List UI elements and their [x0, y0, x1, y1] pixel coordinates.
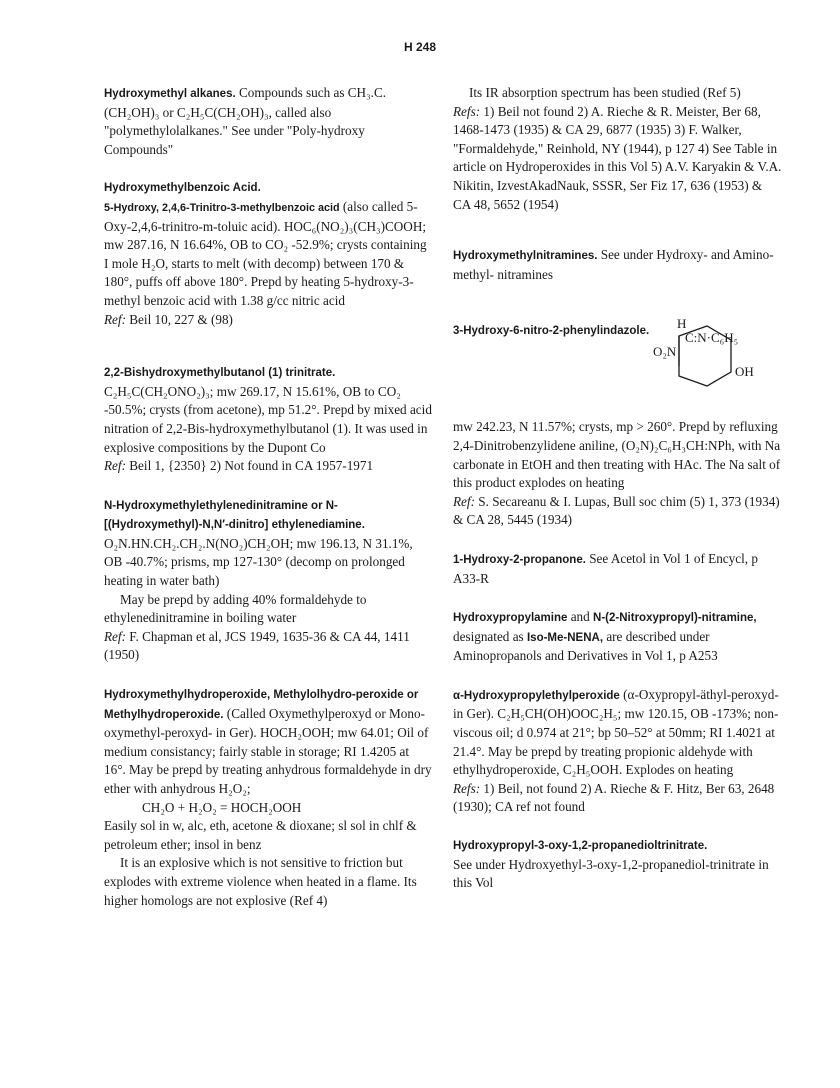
entry-hydroxypropylamine — [453, 608, 783, 666]
entry-title: Hydroxymethylnitramines. — [453, 250, 598, 263]
ring-top-label: C:N·C₆H₅ — [685, 330, 739, 346]
entry-hydroxymethylhydroperoxide — [104, 685, 434, 910]
entry-subtitle: 5-Hydroxy, 2,4,6-Trinitro-3-methylbenzoic acid — [104, 201, 340, 214]
ref-text: S. Secareanu & I. Lupas, Bull soc chim (5) 1, 373 (1934) & CA 28, 5445 (1934) — [453, 493, 780, 528]
refs-label: Refs: — [453, 780, 481, 796]
entry-title-a: Hydroxypropylamine — [453, 612, 568, 625]
entry-connector-2: designated as — [453, 628, 524, 644]
ring-right-label: OH — [735, 364, 754, 380]
entry-title: Hydroxypropyl-3-oxy-1,2-propanedioltrinitrate. — [453, 840, 708, 853]
entry-hydroxymethylbenzoic-acid — [104, 179, 434, 329]
entry-hydroxypropyl-oxy-propanedioltrinitrate — [453, 837, 783, 893]
entry-body: See under Hydroxy- and Amino-methyl- nitramines — [453, 247, 774, 282]
entry-body: O₂N.HN.CH₂.CH₂.N(NO₂)CH₂OH; mw 196.13, N 31.1%, OB -40.7%; prisms, mp 127-130° (decomp on prolonged heating in water bath) — [104, 535, 413, 589]
entry-hydroxy-propanone — [453, 550, 783, 588]
entry-body: (α-Oxypropyl-äthyl-peroxyd- in Ger). C₂H₅CH(OH)OOC₂H₅; mw 120.15, OB -173%; non-viscous oil; d 0.974 at 21°; bp 50–52° at 50mm; RI 1.4021 at 21.4°. May be prepd by treating propionic aldehyde with ethylhydroperoxide, C₂H₅OOH. Explodes on heating — [453, 686, 779, 778]
entry-title: 2,2-Bishydroxymethylbutanol (1) trinitrate. — [104, 367, 336, 380]
refs-label: Refs: — [453, 103, 481, 119]
entry-body: See Acetol in Vol 1 of Encycl, p A33-R — [453, 550, 758, 586]
entry-body-2: Easily sol in w, alc, eth, acetone & dioxane; sl sol in chlf & petroleum ether; insol in benz — [104, 818, 417, 852]
left-column — [104, 84, 434, 930]
ref-text: F. Chapman et al, JCS 1949, 1635-36 & CA 44, 1411 (1950) — [104, 628, 410, 663]
ring-h-label: H — [677, 318, 687, 332]
entry-hydroxymethylnitramines — [453, 246, 783, 284]
entry-body: mw 242.23, N 11.57%; crysts, mp > 260°. Prepd by refluxing 2,4-Dinitrobenzylidene aniline, (O₂N)₂C₆H₃CH:NPh, with Na carbonate in EtOH and then treating with HAc. The Na salt of this product explodes on heating — [453, 419, 781, 491]
entry-hydroxymethyl-alkanes — [104, 84, 434, 159]
entry-title-c: Iso-Me-NENA, — [526, 631, 604, 644]
refs-text: 1) Beil not found 2) A. Rieche & R. Meister, Ber 68, 1468-1473 (1935) & CA 29, 6877 (1935) 3) F. Walker, "Formaldehyde," Reinhold, NY (1944), p 127 4) See Table in article on Hydroperoxides in this Vol 5) A.V. Karyakin & V.A. Nikitin, IzvestAkadNauk, SSSR, Ser Fiz 17, 636 (1953) & CA 48, 5652 (1954) — [453, 103, 782, 212]
entry-title: Hydroxymethylbenzoic Acid. — [104, 182, 261, 195]
indazole-structure-diagram — [653, 318, 771, 418]
entry-bishydroxymethylbutanol-trinitrate — [104, 363, 434, 476]
entry-body-3: It is an explosive which is not sensitive to friction but explodes with extreme violence when heated in a flame. Its higher homologs are not explosive (Ref 4) — [104, 855, 417, 908]
entry-title: 3-Hydroxy-6-nitro-2-phenylindazole. — [453, 325, 650, 338]
refs-text: 1) Beil, not found 2) A. Rieche & F. Hitz, Ber 63, 2648 (1930); CA ref not found — [453, 780, 775, 815]
entry-hydroxy-nitro-phenylindazole — [453, 318, 783, 530]
entry-title: N-Hydroxymethylethylenedinitramine or N-[(Hydroxymethyl)-N,N′-dinitro] ethylenediamine. — [104, 499, 365, 532]
right-column — [453, 84, 783, 913]
ref-label: Ref: — [104, 311, 126, 327]
entry-title: 1-Hydroxy-2-propanone. — [453, 553, 586, 566]
entry-body: are described under Aminopropanols and Derivatives in Vol 1, p A253 — [453, 628, 718, 664]
entry-body: Compounds such as CH₃.C.(CH₂OH)₃ or C₂H₅C(CH₂OH)₃, called also "polymethylolalkanes." See under "Poly-hydroxy Compounds" — [104, 85, 387, 157]
ref-text: Beil 10, 227 & (98) — [129, 311, 233, 327]
reaction-equation: CH₂O + H₂O₂ = HOCH₂OOH — [142, 799, 302, 815]
ring-left-label: O₂N — [653, 344, 677, 360]
entry-title-b: N-(2-Nitroxypropyl)-nitramine, — [593, 612, 757, 625]
entry-title: Hydroxymethylhydroperoxide, Methylolhydro-peroxide or Methylhydroperoxide. — [104, 689, 419, 721]
ref-label: Ref: — [453, 493, 475, 509]
page-number: H 248 — [403, 40, 437, 54]
entry-body-2: May be prepd by adding 40% formaldehyde to ethylenedinitramine in boiling water — [104, 591, 367, 626]
entry-connector: and — [570, 609, 590, 625]
ref-label: Ref: — [104, 628, 126, 644]
entry-title: α-Hydroxypropylethylperoxide — [453, 689, 620, 702]
entry-body: C₂H₅C(CH₂ONO₂)₃; mw 269.17, N 15.61%, OB to CO₂ -50.5%; crysts (from acetone), mp 51.2°. Prepd by mixed acid nitration of 2,2-Bis-hydroxymethylbutanol (1). It was used in explosive compositions by the Dupont Co — [104, 383, 432, 455]
entry-title: Hydroxymethyl alkanes. — [104, 88, 236, 100]
entry-ir-spectrum — [453, 84, 783, 214]
entry-hydroxymethylethylenedinitramine — [104, 496, 434, 665]
entry-body: (also called 5-Oxy-2,4,6-trinitro-m-toluic acid). HOC₆(NO₂)₃(CH₃)COOH; mw 287.16, N 16.64%, OB to CO₂ -52.9%; crysts containing I mole H₂O, starts to melt (with decomp) between 170 & 180°, puffs off above 180°. Prepd by heating 5-hydroxy-3-methyl benzoic acid with 1.38 g/cc nitric acid — [104, 198, 427, 308]
entry-body: (Called Oxymethylperoxyd or Mono-oxymethyl-peroxyd- in Ger). HOCH₂OOH; mw 64.01; Oil of medium consistancy; fairly stable in storage; RI 1.4205 at 16°. May be prepd by treating anhydrous formaldehyde in dry ether with anhydrous H₂O₂; — [104, 705, 432, 796]
ref-text: Beil 1, {2350} 2) Not found in CA 1957-1971 — [129, 458, 374, 474]
entry-body: See under Hydroxyethyl-3-oxy-1,2-propanediol-trinitrate in this Vol — [453, 856, 769, 891]
entry-hydroxypropylethylperoxide — [453, 686, 783, 817]
ref-label: Ref: — [104, 458, 126, 474]
entry-body: Its IR absorption spectrum has been studied (Ref 5) — [469, 85, 741, 100]
